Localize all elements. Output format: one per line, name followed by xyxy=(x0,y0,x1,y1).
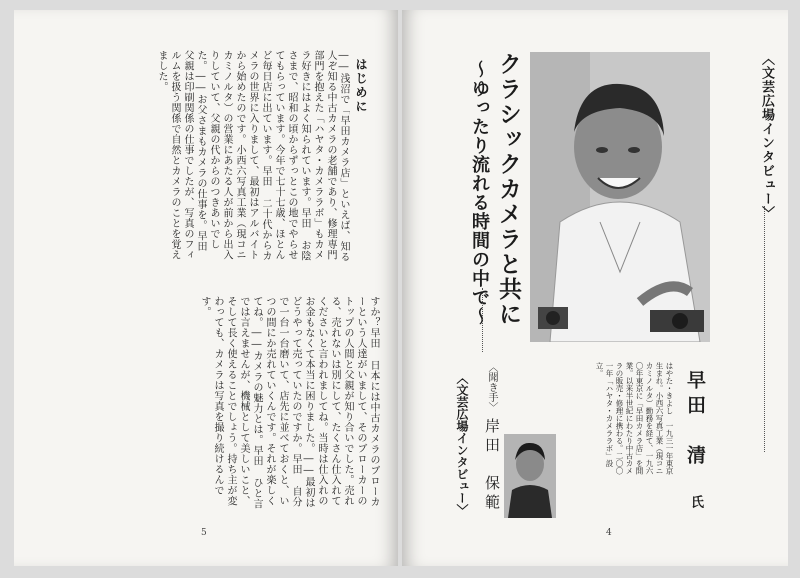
interviewer-name: 岸田 保範 xyxy=(483,418,501,513)
section-heading: はじめに xyxy=(354,58,368,114)
interviewer-label: 〈聞き手〉 xyxy=(486,362,497,412)
series-label: 〈文芸広場インタビュー〉 xyxy=(759,52,774,220)
page-number-left: 5 xyxy=(201,528,207,538)
right-page xyxy=(402,10,788,566)
interviewee-name: 早田 清 xyxy=(684,370,706,470)
profile-column xyxy=(582,362,674,480)
body-column-lower xyxy=(34,296,380,516)
interviewer-portrait xyxy=(504,434,556,518)
dotted-rule-lower xyxy=(482,288,484,352)
body-text-upper: ――浅沼で「早田カメラ店」といえば、知る人ぞ知る中古カメラの老舗であり、修理専門部門を抱えた「ハヤタ・カメララボ」もカメラ好きにはよく知られています。早田 お陰さまで、昭和の頃からずっとこの地でやらせてもらっています。今年で七十七歳、ほとんど毎日店に出ています。早田 二十代からカメラの世界に入りまして、最初はアルバイトから始めたのです。小西六写真工業（現コニカミノルタ）の営業にあたる人が前から出入りしていて、父親の代からのつきあいでした。――お父さまもカメラの仕事を。早田 父親は印刷関係の仕事でしたが、写真のフィルムを扱う関係で自然とカメラのことを覚えました。 xyxy=(156,50,349,262)
body-column-upper xyxy=(34,50,350,270)
dotted-rule-top xyxy=(764,206,766,452)
body-text-lower: すか？早田 日本には中古カメラのブローカーという人達がいまして、そのブローカーのトップの人間と父親が知り合いでした。売れる、売れないは別にして、たくさん仕入れてくださいと言われましてね。当時は仕入れのお金もなくて本当に困りました。――最初はどうやって売っていたのですか。早田 自分で一台一台磨いて、店先に並べておくと、いつの間にか売れていくんです。それが楽しくてね。――カメラの魅力とは。早田 ひと言では言えませんが、機械として美しいこと、そして長く使えることでしょう。持ち主が変わっても、カメラは写真を撮り続けるんです。 xyxy=(199,296,379,509)
portrait-illustration xyxy=(530,52,710,342)
interviewer-photo xyxy=(504,434,556,518)
left-page xyxy=(14,10,398,566)
interviewee-photo xyxy=(530,52,710,342)
series-label-lower: 〈文芸広場インタビュー〉 xyxy=(455,372,469,516)
profile-text: はやた・きよし 一九三一年東京生まれ。小西六写真工業（現コニカミノルタ）勤務を経て、一九六〇年東京に「早田カメラ店」を開業。以来半世紀にわたり中古カメラの販売・修理に携わる。二〇〇一年「ハヤタ・カメララボ」設立。 xyxy=(595,362,674,475)
article-title: クラシックカメラと共に xyxy=(495,52,521,327)
honorific: 氏 xyxy=(688,495,703,508)
article-subtitle: 〜ゆったり流れる時間の中で〜 xyxy=(469,60,490,326)
page-number-right: 4 xyxy=(606,528,612,538)
